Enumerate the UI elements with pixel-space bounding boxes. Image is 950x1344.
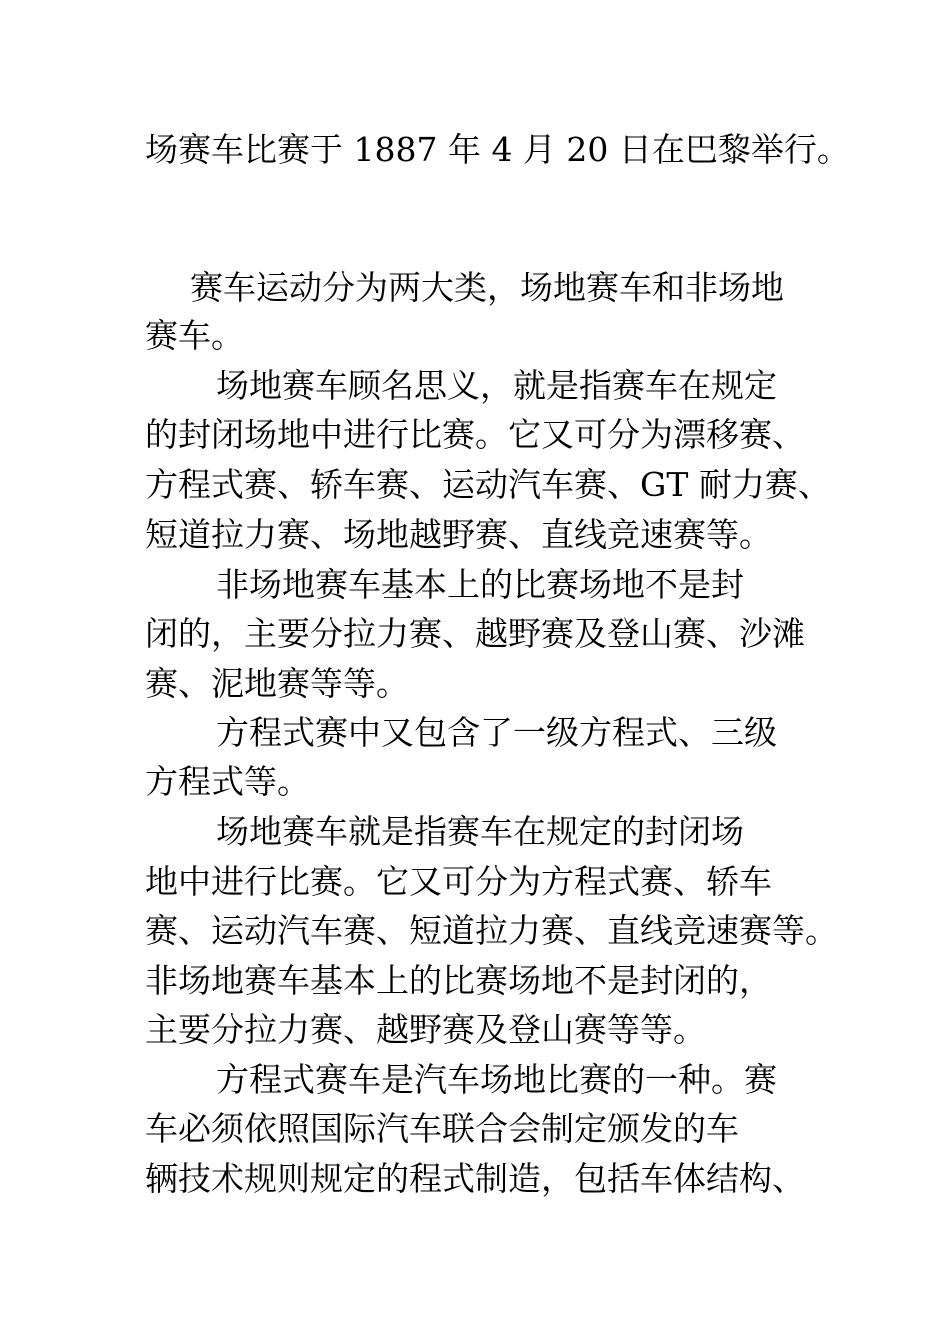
text-line-19: 车必须依照国际汽车联合会制定颁发的车 <box>145 1109 739 1148</box>
text-line-8: 非场地赛车基本上的比赛场地不是封 <box>216 565 744 604</box>
text-line-12: 方程式等。 <box>145 762 310 801</box>
text-line-16: 非场地赛车基本上的比赛场地不是封闭的， <box>145 961 772 1000</box>
text-line-14: 地中进行比赛。它又可分为方程式赛、轿车 <box>145 862 772 901</box>
text-line-10: 赛、泥地赛等等。 <box>145 664 409 703</box>
text-line-20: 辆技术规则规定的程式制造，包括车体结构、 <box>145 1159 805 1198</box>
text-line-11: 方程式赛中又包含了一级方程式、三级 <box>216 713 777 752</box>
text-line-15: 赛、运动汽车赛、短道拉力赛、直线竞速赛等。 <box>145 911 838 950</box>
text-line-2: 赛车运动分为两大类，场地赛车和非场地 <box>190 268 784 307</box>
text-line-1: 场赛车比赛于 1887 年 4 月 20 日在巴黎举行。 <box>145 130 850 169</box>
text-line-4: 场地赛车顾名思义，就是指赛车在规定 <box>216 366 777 405</box>
text-line-18: 方程式赛车是汽车场地比赛的一种。赛 <box>216 1060 777 1099</box>
text-line-9: 闭的，主要分拉力赛、越野赛及登山赛、沙滩 <box>145 614 805 653</box>
text-line-17: 主要分拉力赛、越野赛及登山赛等等。 <box>145 1010 706 1049</box>
text-line-3: 赛车。 <box>145 316 244 355</box>
text-line-6: 方程式赛、轿车赛、运动汽车赛、GT 耐力赛、 <box>145 465 831 504</box>
text-line-7: 短道拉力赛、场地越野赛、直线竞速赛等。 <box>145 515 772 554</box>
text-line-13: 场地赛车就是指赛车在规定的封闭场 <box>216 812 744 851</box>
text-line-5: 的封闭场地中进行比赛。它又可分为漂移赛、 <box>145 415 805 454</box>
